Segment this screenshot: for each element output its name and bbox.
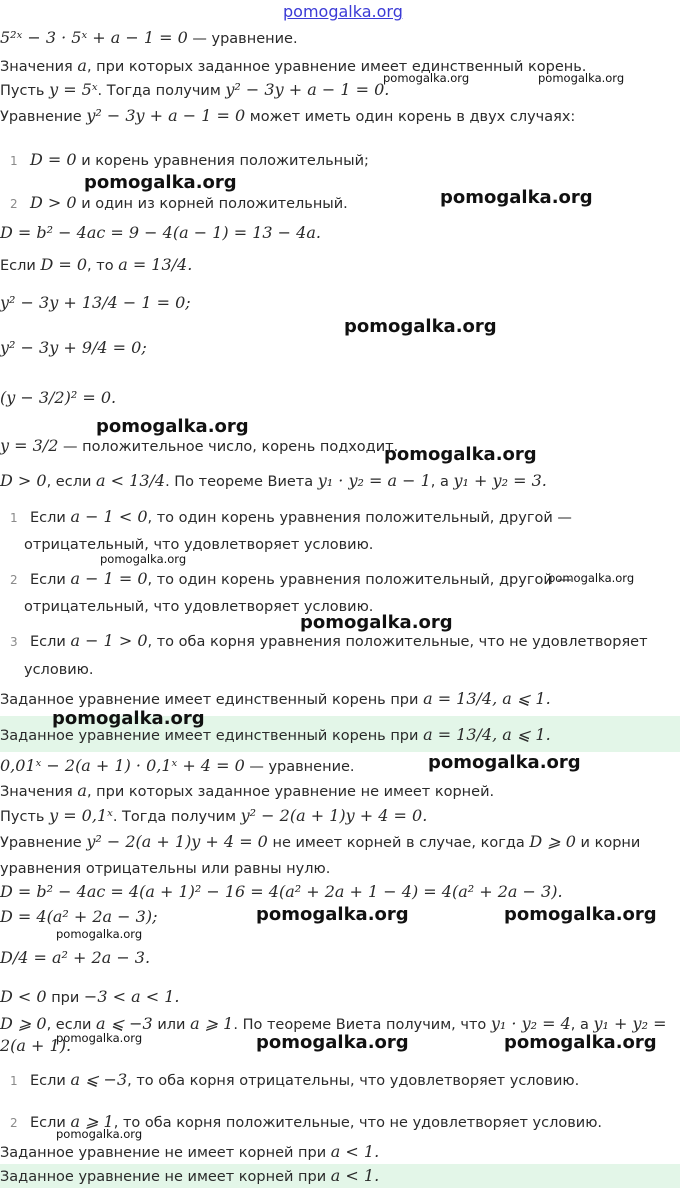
watermark: pomogalka.org [96,416,249,437]
p2-discriminant: D = b² − 4ac = 4(a + 1)² − 16 = 4(a² + 2a + 1 − 4) = 4(a² + 2a − 3). [0,882,563,901]
header-watermark-link[interactable]: pomogalka.org [283,2,403,21]
p1-substitution: Пусть y = 5ˣ. Тогда получим y² − 3y + a − 1 = 0. [0,80,390,99]
watermark: pomogalka.org [538,71,625,85]
watermark: pomogalka.org [440,187,593,208]
p2-discriminant-2: D = 4(a² + 2a − 3); [0,907,158,926]
p1-vieta: D > 0, если a < 13/4. По теореме Виета y₁ · y₂ = a − 1, а y₁ + y₂ = 3. [0,471,547,490]
p1-sub-1-cont: отрицательный, что удовлетворяет условию. [24,537,374,553]
watermark: pomogalka.org [256,904,409,925]
p2-sub-2: 2 Если a ⩾ 1, то оба корня положительные, что не удовлетворяет условию. [10,1112,603,1131]
p2-equation-line: 0,01ˣ − 2(a + 1) · 0,1ˣ + 4 = 0 — уравнение. [0,756,355,775]
watermark: pomogalka.org [344,316,497,337]
p2-conclusion: Заданное уравнение не имеет корней при a < 1. [0,1142,380,1161]
p2-answer: Заданное уравнение не имеет корней при a < 1. [0,1166,380,1185]
p1-condition: Значения a, при которых заданное уравнение имеет единственный корень. [0,56,587,75]
watermark: pomogalka.org [384,444,537,465]
p1-if-d-zero: Если D = 0, то a = 13/4. [0,255,193,274]
watermark: pomogalka.org [56,1127,143,1141]
watermark: pomogalka.org [428,752,581,773]
p1-case-1: 1 D = 0 и корень уравнения положительный; [10,150,369,169]
watermark: pomogalka.org [383,71,470,85]
p1-sub-1: 1 Если a − 1 < 0, то один корень уравнения положительный, другой — [10,507,572,526]
watermark: pomogalka.org [56,927,143,941]
watermark: pomogalka.org [256,1032,409,1053]
p1-conclusion: Заданное уравнение имеет единственный корень при a = 13/4, a ⩽ 1. [0,689,551,708]
p2-substitution: Пусть y = 0,1ˣ. Тогда получим y² − 2(a + 1)y + 4 = 0. [0,806,428,825]
watermark: pomogalka.org [56,1031,143,1045]
p2-negative-d: D < 0 при −3 < a < 1. [0,987,180,1006]
p1-discriminant: D = b² − 4ac = 9 − 4(a − 1) = 13 − 4a. [0,223,321,242]
p1-sub-2-cont: отрицательный, что удовлетворяет условию. [24,599,374,615]
p1-equation-suffix: — уравнение. [192,31,298,47]
p1-cases-intro: Уравнение y² − 3y + a − 1 = 0 может иметь один корень в двух случаях: [0,106,576,125]
p1-step-2: y² − 3y + 9/4 = 0; [0,338,147,357]
p1-sub-3: 3 Если a − 1 > 0, то оба корня уравнения положительные, что не удовлетворяет [10,631,648,650]
watermark: pomogalka.org [84,172,237,193]
p1-equation: 5²ˣ − 3 · 5ˣ + a − 1 = 0 [0,28,188,47]
p2-vieta: D ⩾ 0, если a ⩽ −3 или a ⩾ 1. По теореме Виета получим, что y₁ · y₂ = 4, а y₁ + y₂ = [0,1014,667,1033]
p1-sub-3-cont: условию. [24,662,94,678]
p1-case-2: 2 D > 0 и один из корней положительный. [10,193,348,212]
watermark: pomogalka.org [504,904,657,925]
p2-vieta-cont: 2(a + 1). [0,1036,72,1055]
p2-equation: 0,01ˣ − 2(a + 1) · 0,1ˣ + 4 = 0 [0,756,245,775]
p1-equation-line [0,28,298,49]
p2-sub-1: 1 Если a ⩽ −3, то оба корня отрицательны, что удовлетворяет условию. [10,1070,580,1089]
p2-quarter-discriminant: D/4 = a² + 2a − 3. [0,948,151,967]
p2-cases-intro: Уравнение y² − 2(a + 1)y + 4 = 0 не имеет корней в случае, когда D ⩾ 0 и корни [0,832,641,851]
p2-condition: Значения a, при которых заданное уравнение не имеет корней. [0,781,495,800]
watermark: pomogalka.org [300,612,453,633]
watermark: pomogalka.org [504,1032,657,1053]
p1-answer: Заданное уравнение имеет единственный корень при a = 13/4, a ⩽ 1. [0,725,551,744]
watermark: pomogalka.org [52,708,205,729]
p1-step-3: (y − 3/2)² = 0. [0,388,117,407]
p2-cases-cont: уравнения отрицательны или равны нулю. [0,861,331,877]
watermark: pomogalka.org [548,571,635,585]
watermark: pomogalka.org [100,552,187,566]
p1-sub-2: 2 Если a − 1 = 0, то один корень уравнения положительный, другой — [10,569,572,588]
p1-step-1: y² − 3y + 13/4 − 1 = 0; [0,293,191,312]
p1-root: y = 3/2 — положительное число, корень подходит. [0,436,399,455]
